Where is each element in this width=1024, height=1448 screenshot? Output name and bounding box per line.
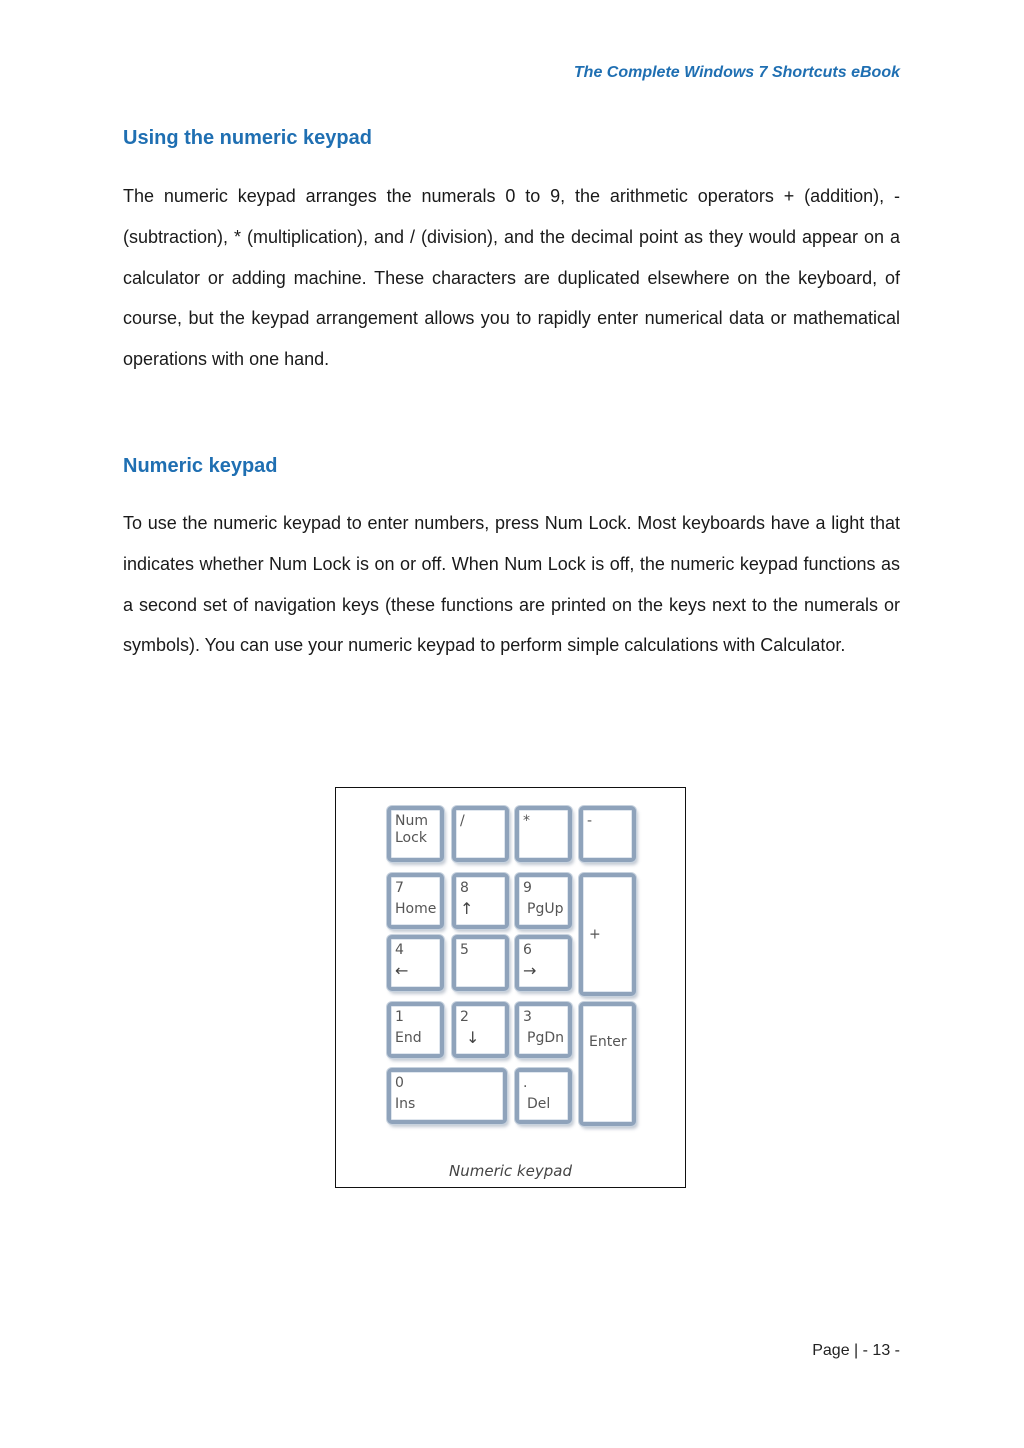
key-label: /	[460, 813, 465, 829]
key-decimal-del	[515, 1068, 572, 1124]
numeric-keypad-figure	[335, 787, 686, 1188]
key-label: End	[395, 1030, 422, 1046]
key-label: 5	[460, 942, 469, 958]
left-arrow-icon: ←	[395, 961, 409, 980]
down-arrow-icon: ↓	[466, 1028, 480, 1047]
key-label: Ins	[395, 1096, 416, 1112]
section-heading-numeric-keypad: Numeric keypad	[123, 455, 278, 477]
key-1-end	[387, 1002, 444, 1058]
paragraph-num-lock: To use the numeric keypad to enter numbers, press Num Lock. Most keyboards have a light that indicates whether Num Lock is on or off. When Num Lock is off, the numeric keypad functions as a second set of navigation keys (these functions are printed on the keys next to the numerals or symbols). You can use your numeric keypad to perform simple calculations with Calculator.	[123, 513, 900, 656]
key-label: Del	[527, 1096, 551, 1112]
key-label: 4	[395, 942, 404, 958]
key-label: -	[587, 813, 593, 829]
key-label: 7	[395, 880, 404, 896]
key-label: .	[523, 1075, 528, 1091]
key-label: 8	[460, 880, 469, 896]
key-label: +	[589, 926, 601, 942]
key-divide	[452, 806, 509, 862]
running-header: The Complete Windows 7 Shortcuts eBook	[573, 64, 900, 81]
key-label: Enter	[589, 1034, 627, 1050]
key-num-lock	[387, 806, 444, 862]
section-heading-using-numeric-keypad: Using the numeric keypad	[123, 127, 372, 149]
key-label: Home	[395, 901, 437, 917]
key-7-home	[387, 873, 444, 929]
key-label: PgDn	[527, 1030, 564, 1046]
key-3-pgdn	[515, 1002, 572, 1058]
key-5	[452, 935, 509, 991]
key-label: *	[523, 813, 530, 829]
page-number: Page | - 13 -	[812, 1342, 900, 1359]
key-subtract	[579, 806, 636, 862]
key-enter	[579, 1002, 636, 1126]
key-label: PgUp	[527, 901, 564, 917]
key-label: 3	[523, 1009, 532, 1025]
right-arrow-icon: →	[523, 961, 537, 980]
figure-caption: Numeric keypad	[449, 1162, 572, 1180]
key-9-pgup	[515, 873, 572, 929]
key-label: 6	[523, 942, 532, 958]
key-plus	[579, 873, 636, 996]
key-0-ins	[387, 1068, 507, 1124]
key-label: Num	[395, 813, 428, 829]
up-arrow-icon: ↑	[460, 899, 474, 918]
key-4-left	[387, 935, 444, 991]
key-multiply	[515, 806, 572, 862]
key-6-right	[515, 935, 572, 991]
key-label: 9	[523, 880, 532, 896]
key-8-up	[452, 873, 509, 929]
key-label: 0	[395, 1075, 404, 1091]
paragraph-numeric-keypad-intro: The numeric keypad arranges the numerals 0 to 9, the arithmetic operators + (addition), - (subtraction), * (multiplication), and / (division), and the decimal point as they would appear on a calculator or adding machine. These characters are duplicated elsewhere on the keyboard, of course, but the keypad arrangement allows you to rapidly enter numerical data or mathematical operations with one hand.	[123, 186, 900, 370]
key-label: Lock	[395, 830, 427, 846]
key-label: 1	[395, 1009, 404, 1025]
key-label: 2	[460, 1009, 469, 1025]
key-2-down	[452, 1002, 509, 1058]
